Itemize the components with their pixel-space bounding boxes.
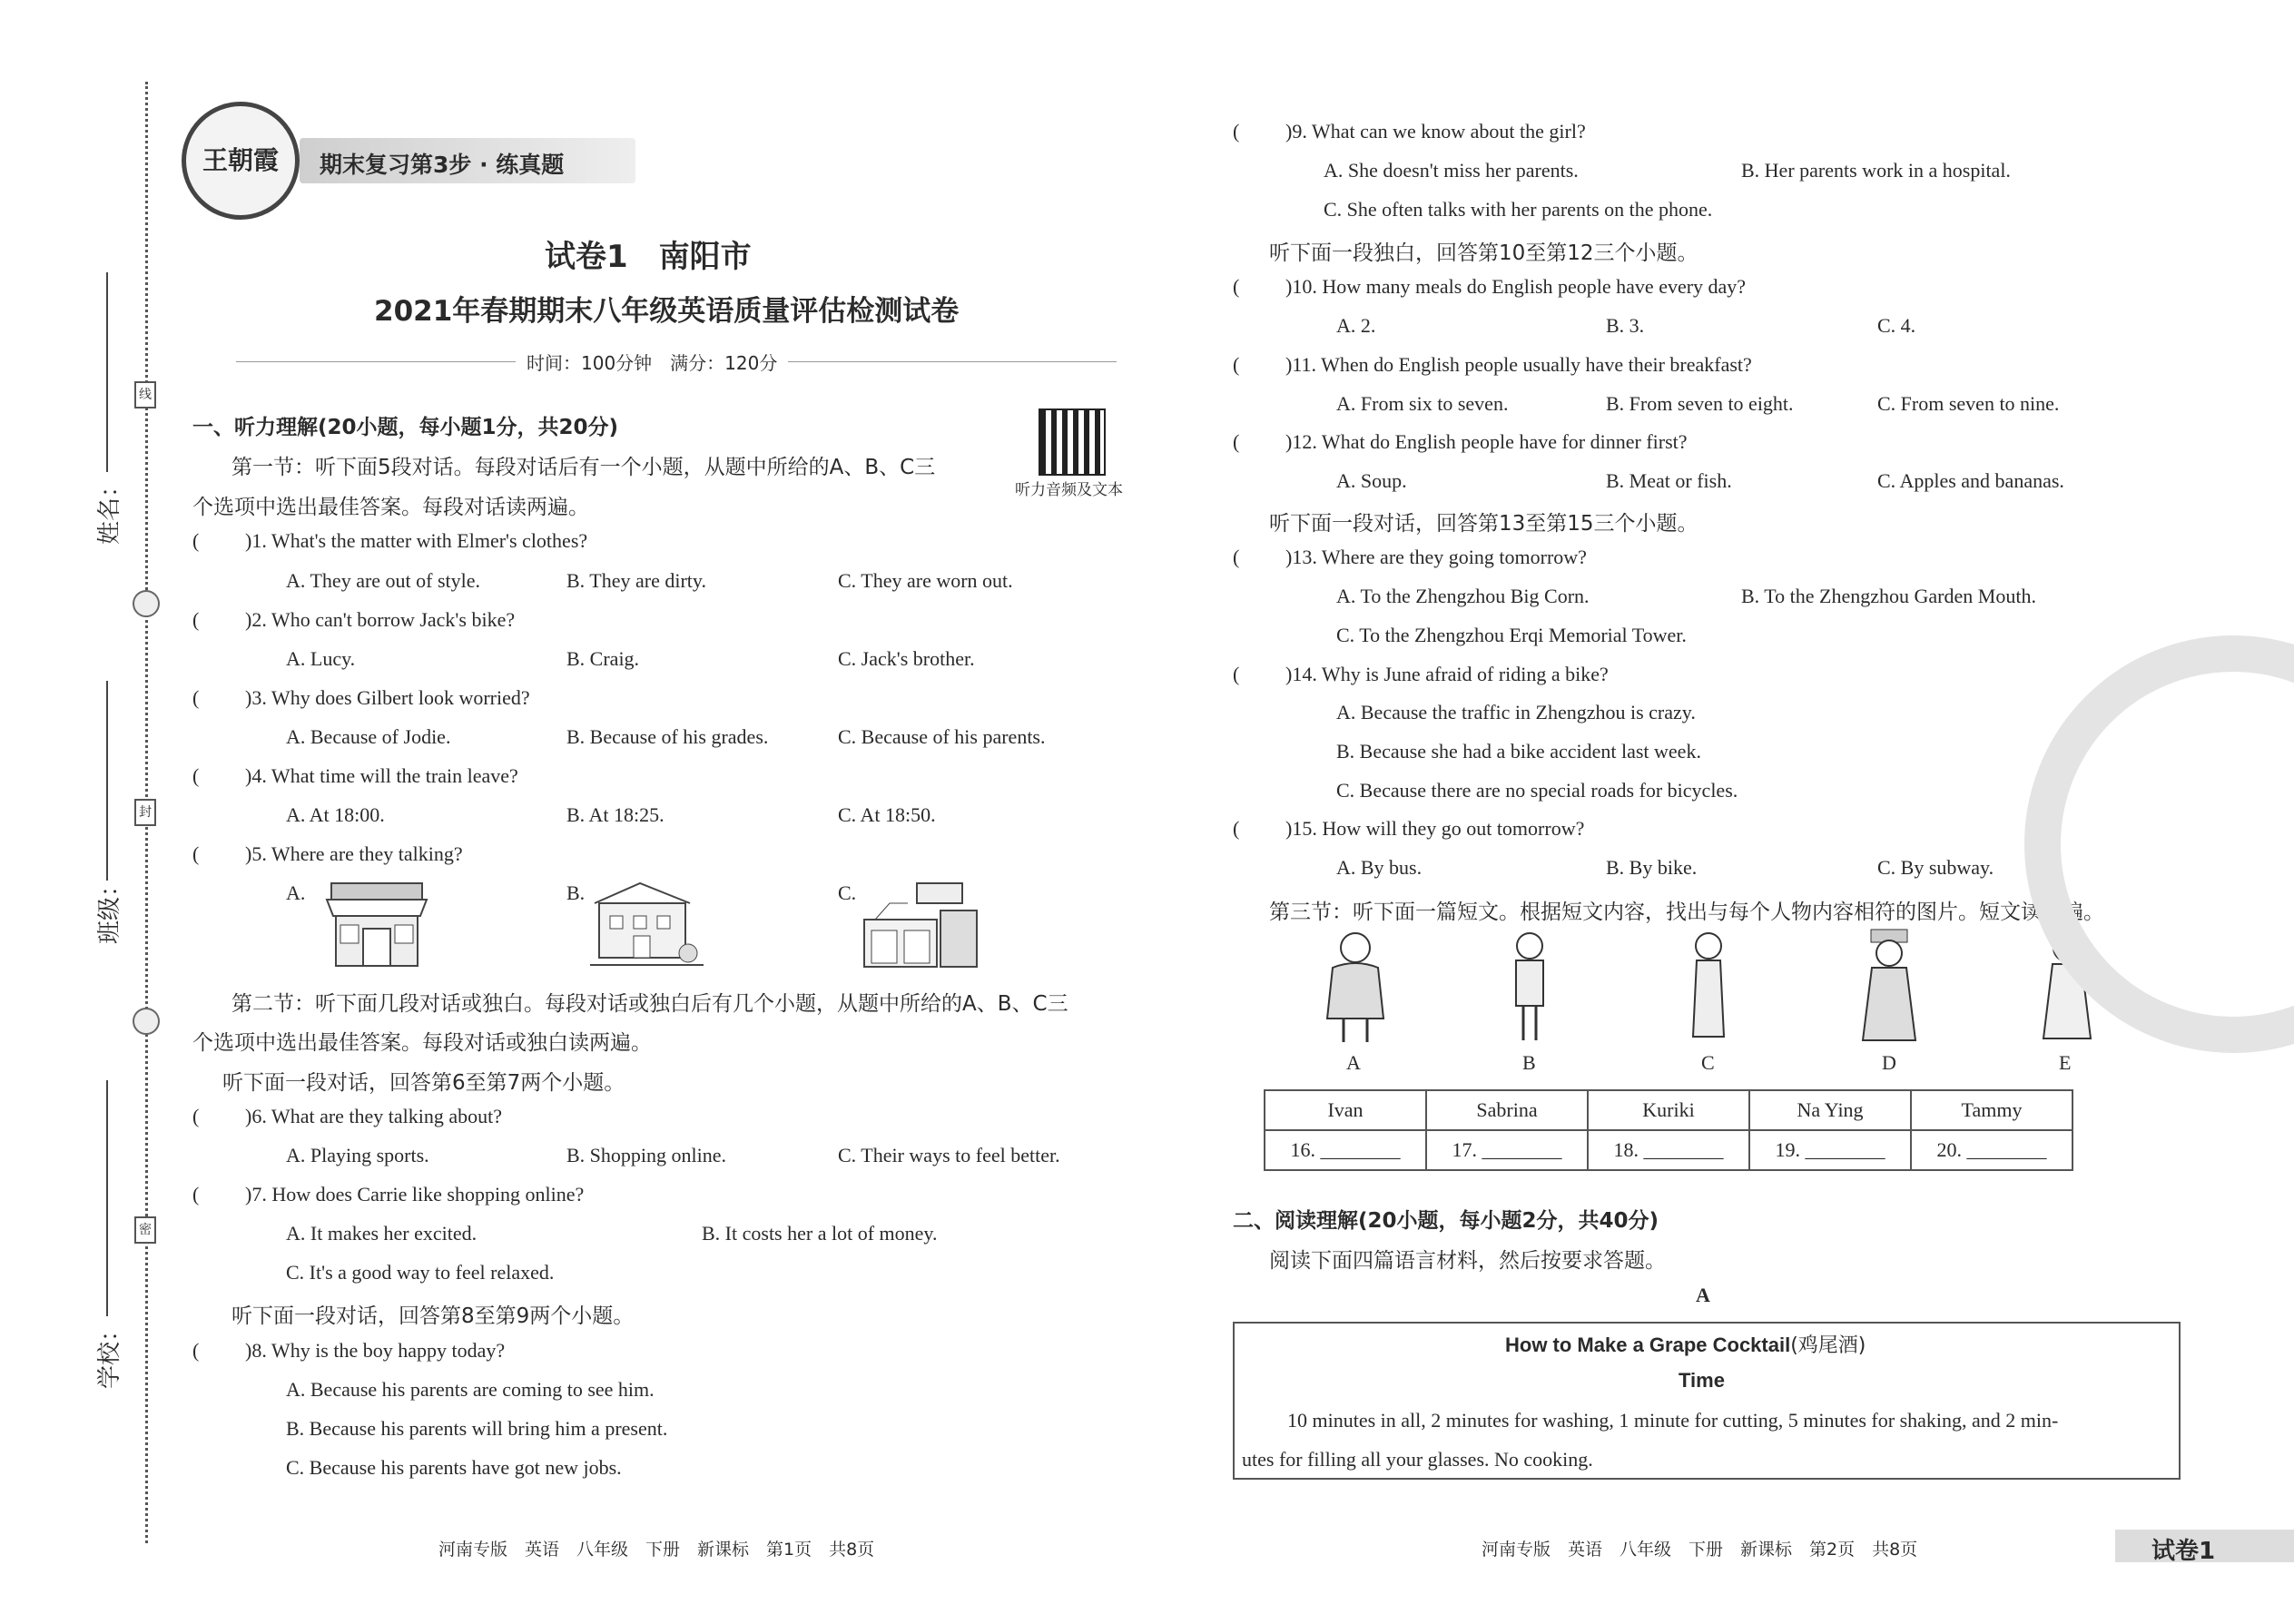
q12-paren: ( [1233, 430, 1240, 453]
q2-option-c[interactable]: C. Jack's brother. [838, 647, 975, 670]
table-cell-name: Sabrina [1426, 1090, 1588, 1130]
passage-title-en: How to Make a Grape Cocktail [1505, 1334, 1791, 1356]
table-cell-name: Ivan [1265, 1090, 1426, 1130]
seal-circle [133, 1008, 160, 1035]
q7-option-b[interactable]: B. It costs her a lot of money. [702, 1222, 938, 1245]
q11-option-a[interactable]: A. From six to seven. [1336, 392, 1509, 415]
q14-option-a[interactable]: A. Because the traffic in Zhengzhou is crazy. [1336, 701, 1696, 723]
q2-paren: ( [192, 608, 200, 631]
paper-subtitle: 2021年春期期末八年级英语质量评估检测试卷 [374, 295, 960, 328]
q8-option-a[interactable]: A. Because his parents are coming to see him. [286, 1378, 655, 1401]
time-info: 时间：100分钟 满分：120分 [516, 349, 788, 375]
time-heading: Time [1679, 1369, 1725, 1392]
q7-option-a[interactable]: A. It makes her excited. [286, 1222, 478, 1245]
q9-option-a[interactable]: A. She doesn't miss her parents. [1324, 159, 1579, 182]
q6-option-b[interactable]: B. Shopping online. [566, 1144, 727, 1166]
q10-option-a[interactable]: A. 2. [1336, 314, 1376, 337]
picture-label-b: B [1522, 1051, 1536, 1074]
table-row [1265, 1090, 2072, 1130]
table-cell-name: Kuriki [1588, 1090, 1749, 1130]
school-label: 学校： [96, 1317, 123, 1389]
answer-blank-20[interactable]: 20. ________ [1911, 1130, 2072, 1170]
section1-heading: 一、听力理解(20小题，每小题1分，共20分) [192, 416, 619, 439]
q15-stem: )15. How will they go out tomorrow? [1285, 817, 1585, 840]
school-line [106, 1080, 108, 1316]
seal-circle [133, 590, 160, 617]
q4-stem: )4. What time will the train leave? [245, 764, 518, 787]
q3-option-b[interactable]: B. Because of his grades. [566, 725, 769, 748]
time-text: 10 minutes in all, 2 minutes for washing, 1 minute for cutting, 5 minutes for shaking, and 2 min- [1287, 1409, 2059, 1432]
q13-stem: )13. Where are they going tomorrow? [1285, 546, 1587, 568]
answer-blank-18[interactable]: 18. ________ [1588, 1130, 1749, 1170]
q11-option-b[interactable]: B. From seven to eight. [1606, 392, 1794, 415]
matching-table [1264, 1089, 2073, 1171]
listen-10-12: 听下面一段独白，回答第10至第12三个小题。 [1269, 241, 1698, 265]
q4-option-c[interactable]: C. At 18:50. [838, 803, 936, 826]
kitchen-picture [862, 876, 980, 971]
q2-stem: )2. Who can't borrow Jack's bike? [245, 608, 516, 631]
picture-label-a: A [1346, 1051, 1361, 1074]
q10-paren: ( [1233, 275, 1240, 298]
name-label: 姓名： [96, 473, 123, 545]
person-picture-c [1677, 928, 1740, 1046]
q7-stem: )7. How does Carrie like shopping online? [245, 1183, 585, 1206]
seal-box: 密 [134, 1216, 156, 1244]
person-picture-d [1848, 928, 1930, 1046]
q4-paren: ( [192, 764, 200, 787]
q13-option-c[interactable]: C. To the Zhengzhou Erqi Memorial Tower. [1336, 624, 1687, 646]
part3-intro: 第三节：听下面一篇短文。根据短文内容，找出与每个人物内容相符的图片。短文读两遍。 [1269, 901, 2104, 924]
answer-blank-16[interactable]: 16. ________ [1265, 1130, 1426, 1170]
q4-option-a[interactable]: A. At 18:00. [286, 803, 385, 826]
passage-title-cn: (鸡尾酒) [1790, 1334, 1866, 1357]
table-cell-name: Tammy [1911, 1090, 2072, 1130]
q1-option-b[interactable]: B. They are dirty. [566, 569, 706, 592]
q15-option-b[interactable]: B. By bike. [1606, 856, 1698, 879]
q14-option-c[interactable]: C. Because there are no special roads for bicycles. [1336, 779, 1738, 802]
q9-stem: )9. What can we know about the girl? [1285, 120, 1586, 143]
q15-option-c[interactable]: C. By subway. [1877, 856, 1994, 879]
footer-left: 河南专版 英语 八年级 下册 新课标 第1页 共8页 [438, 1540, 875, 1560]
q5-stem: )5. Where are they talking? [245, 842, 463, 865]
q13-paren: ( [1233, 546, 1240, 568]
q2-option-a[interactable]: A. Lucy. [286, 647, 356, 670]
q5-option-a[interactable]: A. [286, 881, 306, 904]
q8-option-b[interactable]: B. Because his parents will bring him a present. [286, 1417, 668, 1440]
q14-option-b[interactable]: B. Because she had a bike accident last week. [1336, 740, 1701, 763]
q10-stem: )10. How many meals do English people have every day? [1285, 275, 1747, 298]
q8-stem: )8. Why is the boy happy today? [245, 1339, 506, 1362]
seal-box: 线 [134, 381, 156, 408]
q3-paren: ( [192, 686, 200, 709]
q11-paren: ( [1233, 353, 1240, 376]
q9-option-b[interactable]: B. Her parents work in a hospital. [1741, 159, 2011, 182]
picture-label-c: C [1701, 1051, 1715, 1074]
banner-bar [300, 138, 635, 183]
q5-option-b[interactable]: B. [566, 881, 586, 904]
banner-title: 期末复习第3步 · 练真题 [320, 152, 565, 178]
picture-label-e: E [2059, 1051, 2072, 1074]
q12-stem: )12. What do English people have for dinner first? [1285, 430, 1688, 453]
q4-option-b[interactable]: B. At 18:25. [566, 803, 665, 826]
person-picture-a [1314, 928, 1396, 1046]
part2-intro: 第二节：听下面几段对话或独白。每段对话或独白后有几个小题，从题中所给的A、B、C三 [231, 992, 1068, 1016]
q5-option-c[interactable]: C. [838, 881, 857, 904]
passage-title [1505, 1330, 1866, 1358]
q13-option-b[interactable]: B. To the Zhengzhou Garden Mouth. [1741, 585, 2036, 607]
q6-option-a[interactable]: A. Playing sports. [286, 1144, 429, 1166]
footer-right: 河南专版 英语 八年级 下册 新课标 第2页 共8页 [1482, 1540, 1918, 1560]
q6-paren: ( [192, 1105, 200, 1127]
person-picture-b [1498, 928, 1561, 1046]
table-row [1265, 1130, 2072, 1170]
q8-paren: ( [192, 1339, 200, 1362]
part1-intro: 第一节：听下面5段对话。每段对话后有一个小题，从题中所给的A、B、C三 [231, 456, 936, 479]
q1-stem: )1. What's the matter with Elmer's clothes? [245, 529, 588, 552]
q13-option-a[interactable]: A. To the Zhengzhou Big Corn. [1336, 585, 1590, 607]
passage-letter: A [1696, 1284, 1710, 1306]
q15-paren: ( [1233, 817, 1240, 840]
q6-option-c[interactable]: C. Their ways to feel better. [838, 1144, 1060, 1166]
part1-intro: 个选项中选出最佳答案。每段对话读两遍。 [192, 496, 589, 519]
q15-option-a[interactable]: A. By bus. [1336, 856, 1423, 879]
name-line [106, 272, 108, 472]
seal-box: 封 [134, 799, 156, 826]
logo [182, 102, 300, 220]
picture-label-d: D [1882, 1051, 1896, 1074]
q9-paren: ( [1233, 120, 1240, 143]
q12-option-b[interactable]: B. Meat or fish. [1606, 469, 1732, 492]
q10-option-b[interactable]: B. 3. [1606, 314, 1645, 337]
class-line [106, 681, 108, 881]
school-picture [590, 876, 704, 971]
qr-caption: 听力音频及文本 [1015, 481, 1123, 499]
q3-stem: )3. Why does Gilbert look worried? [245, 686, 530, 709]
time-text: utes for filling all your glasses. No cooking. [1242, 1448, 1593, 1471]
section2-intro: 阅读下面四篇语言材料，然后按要求答题。 [1269, 1249, 1666, 1273]
class-label: 班级： [96, 872, 123, 944]
q2-option-b[interactable]: B. Craig. [566, 647, 640, 670]
logo-text: 王朝霞 [202, 145, 279, 175]
answer-blank-19[interactable]: 19. ________ [1749, 1130, 1911, 1170]
listen-8-9: 听下面一段对话，回答第8至第9两个小题。 [231, 1304, 635, 1328]
q1-paren: ( [192, 529, 200, 552]
q3-option-a[interactable]: A. Because of Jodie. [286, 725, 451, 748]
q7-option-c[interactable]: C. It's a good way to feel relaxed. [286, 1261, 555, 1284]
section2-heading: 二、阅读理解(20小题，每小题2分，共40分) [1233, 1209, 1659, 1233]
q14-paren: ( [1233, 663, 1240, 685]
q6-stem: )6. What are they talking about? [245, 1105, 503, 1127]
q12-option-c[interactable]: C. Apples and bananas. [1877, 469, 2064, 492]
q11-stem: )11. When do English people usually have their breakfast? [1285, 353, 1752, 376]
q8-option-c[interactable]: C. Because his parents have got new jobs. [286, 1456, 622, 1479]
listen-13-15: 听下面一段对话，回答第13至第15三个小题。 [1269, 512, 1698, 536]
q14-stem: )14. Why is June afraid of riding a bike? [1285, 663, 1609, 685]
footer-tag: 试卷1 [2151, 1538, 2216, 1565]
q3-option-c[interactable]: C. Because of his parents. [838, 725, 1046, 748]
answer-blank-17[interactable]: 17. ________ [1426, 1130, 1588, 1170]
qr-code[interactable] [1039, 408, 1106, 476]
paper-title: 试卷1 南阳市 [545, 239, 752, 275]
table-cell-name: Na Ying [1749, 1090, 1911, 1130]
q5-paren: ( [192, 842, 200, 865]
q10-option-c[interactable]: C. 4. [1877, 314, 1916, 337]
q12-option-a[interactable]: A. Soup. [1336, 469, 1407, 492]
q1-option-a[interactable]: A. They are out of style. [286, 569, 481, 592]
q11-option-c[interactable]: C. From seven to nine. [1877, 392, 2060, 415]
shop-picture [322, 876, 431, 971]
q1-option-c[interactable]: C. They are worn out. [838, 569, 1013, 592]
listen-6-7: 听下面一段对话，回答第6至第7两个小题。 [222, 1071, 625, 1095]
part2-intro: 个选项中选出最佳答案。每段对话或独白读两遍。 [192, 1031, 652, 1055]
q9-option-c[interactable]: C. She often talks with her parents on the phone. [1324, 198, 1713, 221]
q7-paren: ( [192, 1183, 200, 1206]
